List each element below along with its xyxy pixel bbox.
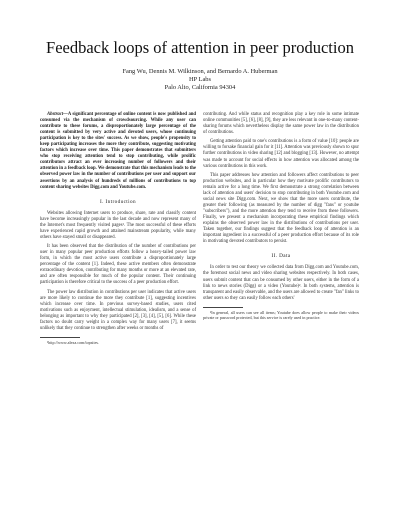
intro-paragraph-2: It has been observed that the distribution of the number of contributions per user in many popular peer production efforts follow a heavy-tailed power law form, in which the most active users contribute a disproportionately large percentage of the content [1]. Indeed, these active members often demonstrate extraordinary devotion, contributing for many months or more at an elevated rate, and are often responsible for much of the popular content. Their continuing participation is therefore critical to the success of a peer production effort. xyxy=(40,244,196,286)
left-column xyxy=(40,112,196,348)
right-column xyxy=(203,112,359,323)
footnote-divider xyxy=(203,307,243,308)
abstract xyxy=(40,112,196,191)
author-block xyxy=(0,68,400,93)
authors: Fang Wu, Dennis M. Wilkinson, and Bernardo A. Huberman xyxy=(122,68,278,75)
footnote-2: ²In general, all users can see all items; Youtube does allow people to make their videos private or password protected, but this service is rarely used in practice. xyxy=(203,309,359,320)
abstract-label: Abstract— xyxy=(47,112,68,117)
section-heading-introduction: I. Introduction xyxy=(100,198,136,205)
paper-title: Feedback loops of attention in peer production xyxy=(46,38,354,57)
intro-paragraph-6: This paper addresses how attention and followers affect contributions to peer production websites, and in particular how they motivate prolific contributors to remain active for a long time. We first demonstrate a strong correlation between lack of attention and users' decision to stop contributing in both Youtube.com and social news site Digg.com. Next, we show that the more users contribute, the greater their following (as measured by the number of digg "fans" or youtube "subscribers"), and the more attention they tend to receive from these followers. Finally, we present a mechanism incorporating these empirical findings which explains the observed power law in the distributions of contributions per user. Taken together, our findings suggest that the feedback loop of attention is an important ingredient in a successful of a peer production effort because of its role in motivating devoted contributors to persist. xyxy=(203,172,359,245)
footnote-divider xyxy=(40,337,80,338)
abstract-text: A significant percentage of online content is now published and consumed via the mechanism of crowdsourcing. While any user can contribute to these forums, a disproportionately large percentage of the content is submitted by very active and devoted users, whose continuing participation is key to the sites' success. As we show, people's propensity to keep participating increases the more they contribute, suggesting motivating factors which increase over time. This paper demonstrates that submitters who stop receiving attention tend to stop contributing, while prolific contributors attract an ever increasing number of followers and their attention in a feedback loop. We demonstrate that this mechanism leads to the observed power law in the number of contributions per user and support our assertions by an analysis of hundreds of millions of contributions to top content sharing websites Digg.com and Youtube.com. xyxy=(40,112,196,190)
intro-paragraph-5: Getting attention paid to one's contributions is a form of value [10]: people are willing to forsake financial gain for it [11]. Attention was previously shown to spur further contributions in video sharing [12] and blogging [13]. However, no attempt was made to account for social effects in how attention was allocated among the various contributions in this work. xyxy=(203,139,359,169)
data-paragraph-1: In order to test our theory we collected data from Digg.com and Youtube.com, the foremost social news and video sharing websites respectively. In both cases, users submit content that can be consumed by other users, either in the form of a link to news stories (Digg) or a video (Youtube)². In both systems, attention is transparent and easily observable, and the users are allowed to create "fan" links to other users so they can easily follow each others' xyxy=(203,265,359,301)
location: Palo Alto, California 94304 xyxy=(164,84,236,92)
intro-paragraph-3: The power law distribution in contributions per user indicates that active users are more likely to continue the more they contribute [1], suggesting incentives which increase over time. In previous survey-based studies, users cited motivations such as enjoyment, intellectual stimulation, idealism, and a sense of belonging as important to why they participated [2], [3], [4], [5], [6]. While these factors no doubt carry weight in a complex way for many users [7], it seems unlikely that they continue to strengthen after weeks or months of xyxy=(40,289,196,331)
intro-paragraph-4: contributing. And while status and recognition play a key role in some intimate online communities [5], [6], [8], [9], they are less relevant in one-to-many content-sharing forums which nevertheless display the same power law in the distribution of contributions. xyxy=(203,112,359,136)
affiliation: HP Labs xyxy=(189,76,211,84)
intro-paragraph-1: Websites allowing Internet users to produce, share, rate and classify content have become increasingly popular in the last decade and now represent many of the Internet's most frequently visited pages¹. The most successful of these efforts have experienced rapid growth and attained mainstream popularity, while many others have stayed small or disappeared. xyxy=(40,210,196,240)
section-heading-data: II. Data xyxy=(271,253,291,260)
footnote-1: ¹http://www.alexa.com/topsites. xyxy=(47,339,100,345)
